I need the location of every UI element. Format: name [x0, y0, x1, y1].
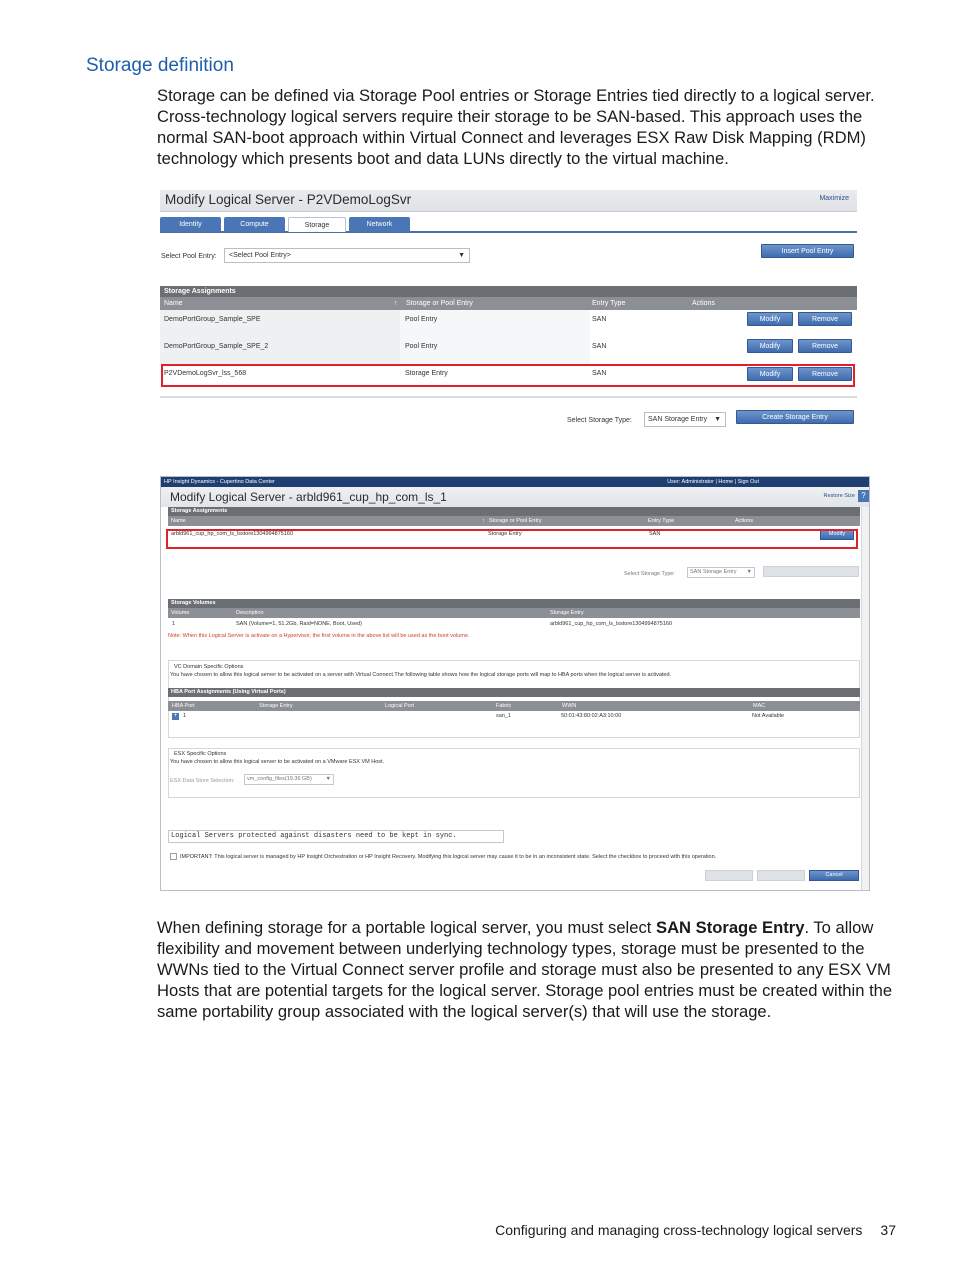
column-actions: Actions: [735, 518, 754, 524]
storage-type-dropdown[interactable]: [687, 567, 755, 578]
row-type: SAN: [592, 316, 607, 323]
storage-assignments-header: Storage Assignments: [168, 507, 860, 516]
column-entry-type[interactable]: Entry Type: [648, 518, 675, 524]
column-description[interactable]: Description: [236, 610, 264, 616]
tab-compute[interactable]: Compute: [224, 217, 285, 232]
esx-options-title: ESX Specific Options: [174, 751, 227, 757]
tab-network[interactable]: Network: [349, 217, 410, 232]
storage-type-value: SAN Storage Entry: [690, 569, 737, 575]
column-logical-port[interactable]: Logical Port: [385, 703, 415, 709]
dialog-title: Modify Logical Server - arbld961_cup_hp_com_ls_1: [170, 490, 447, 504]
column-fabric[interactable]: Fabric: [496, 703, 512, 709]
column-entry-type[interactable]: Entry Type: [592, 300, 626, 307]
dialog-titlebar: [160, 190, 857, 212]
create-storage-entry-button[interactable]: Create Storage Entry: [736, 410, 854, 424]
esx-options-group: [168, 748, 860, 798]
row-entry: Storage Entry: [405, 370, 448, 377]
volume-description: SAN (Volume=1, 51.2Gb, Raid=NONE, Boot, Used): [236, 621, 362, 627]
row-entry: Pool Entry: [405, 343, 438, 350]
esx-store-dropdown[interactable]: [244, 774, 334, 785]
intro-paragraph: Storage can be defined via Storage Pool entries or Storage Entries tied directly to a logical server. Cross-technology logical servers require their storage to be SAN-based. This approach uses the normal SAN-boot approach within Virtual Connect and leverages ESX Raw Disk Mapping (RDM) technology which presents boot and data LUNs directly to the virtual machine.: [157, 86, 875, 168]
esx-store-label: ESX Data Store Selection:: [170, 778, 235, 784]
remove-button[interactable]: Remove: [798, 367, 852, 381]
page-footer: [495, 1222, 896, 1238]
boot-volume-note: Note: When this Logical Server is activate on a Hypervisor, the first volume in the above list will be used as the boot volume.: [168, 633, 470, 639]
row-type: SAN: [592, 370, 607, 377]
select-pool-dropdown[interactable]: [224, 248, 470, 263]
app-banner: [161, 477, 870, 487]
column-wwn[interactable]: WWN: [562, 703, 577, 709]
disabled-button[interactable]: [705, 870, 753, 881]
page-number: 37: [880, 1222, 896, 1238]
table-row: [160, 337, 857, 364]
remove-button[interactable]: Remove: [798, 312, 852, 326]
dropdown-arrow-icon: ▼: [458, 252, 465, 259]
app-title: HP Insight Dynamics - Cupertino Data Center: [164, 479, 275, 485]
row-name: arbld961_cup_hp_com_ls_lsstore1304994875160: [171, 531, 294, 537]
column-actions: Actions: [692, 300, 715, 307]
proceed-checkbox[interactable]: [170, 853, 177, 860]
modify-button[interactable]: Modify: [747, 312, 793, 326]
dropdown-arrow-icon: ▼: [746, 569, 752, 575]
esx-options-text: You have chosen to allow this logical server to be activated on a VMware ESX VM Host.: [170, 759, 385, 765]
expand-plus-icon[interactable]: +: [173, 713, 178, 719]
storage-type-value: SAN Storage Entry: [648, 416, 708, 423]
hba-port-assignments-header: HBA Port Assignments (Using Virtual Ports): [168, 688, 860, 697]
important-notice: IMPORTANT: This logical server is managed by HP Insight Orchestration or HP Insight Recovery. Modifying this logical server may cause it to be in an inconsistent state. Select the checkbox to proceed with this operation.: [180, 854, 717, 860]
section-title: Storage definition: [86, 55, 234, 76]
row-name: DemoPortGroup_Sample_SPE_2: [164, 343, 269, 350]
dropdown-arrow-icon: ▼: [714, 416, 721, 423]
sync-warning-field[interactable]: [168, 830, 504, 843]
sync-warning-text: Logical Servers protected against disasters need to be kept in sync.: [171, 832, 457, 840]
storage-assignments-columns: [168, 516, 860, 526]
hba-mac: Not Available: [752, 713, 785, 719]
hba-columns: [168, 701, 860, 711]
table-row: [168, 711, 860, 723]
dialog-title: Modify Logical Server - P2VDemoLogSvr: [165, 192, 412, 207]
hba-port-number: 1: [183, 713, 187, 719]
vertical-scrollbar[interactable]: [861, 507, 869, 891]
select-pool-value: <Select Pool Entry>: [229, 252, 291, 259]
screenshot-modify-logical-server-storage: [160, 190, 857, 438]
row-type: SAN: [649, 531, 661, 537]
row-name: P2VDemoLogSvr_lss_568: [164, 370, 247, 377]
dialog-titlebar: [161, 487, 870, 507]
modify-button[interactable]: Modify: [747, 339, 793, 353]
column-volume[interactable]: Volume: [171, 610, 190, 616]
vc-options-title: VC Domain Specific Options: [174, 664, 244, 670]
cancel-button[interactable]: Cancel: [809, 870, 859, 881]
remove-button[interactable]: Remove: [798, 339, 852, 353]
volume-number: 1: [172, 621, 176, 627]
storage-volumes-columns: [168, 608, 860, 618]
modify-button[interactable]: Modify: [820, 529, 854, 540]
row-entry: Pool Entry: [405, 316, 438, 323]
modify-button[interactable]: Modify: [747, 367, 793, 381]
table-row: [160, 310, 857, 337]
highlight-box: [161, 364, 855, 387]
column-storage-entry[interactable]: Storage or Pool Entry: [489, 518, 542, 524]
create-storage-entry-button[interactable]: [763, 566, 859, 577]
sort-icon[interactable]: ↑: [482, 518, 485, 524]
column-storage-entry[interactable]: Storage Entry: [550, 610, 584, 616]
volume-storage-entry: arbld961_cup_hp_com_ls_lsstore1304994875160: [550, 621, 673, 627]
column-storage-entry[interactable]: Storage Entry: [259, 703, 293, 709]
storage-volumes-header: Storage Volumes: [168, 599, 860, 608]
divider: [160, 396, 857, 398]
select-storage-type-label: Select Storage Type:: [567, 417, 632, 424]
storage-assignments-header: Storage Assignments: [160, 286, 857, 297]
tab-bar: [160, 217, 857, 233]
row-entry: Storage Entry: [488, 531, 522, 537]
maximize-link[interactable]: Maximize: [819, 195, 849, 202]
help-icon[interactable]: ?: [858, 490, 869, 502]
restore-size-link[interactable]: Restore Size: [823, 493, 855, 499]
column-mac[interactable]: MAC: [753, 703, 766, 709]
row-type: SAN: [592, 343, 607, 350]
sort-icon[interactable]: ↑: [394, 300, 398, 307]
footer-text: Configuring and managing cross-technology logical servers: [495, 1222, 863, 1238]
esx-store-value: vm_config_files(19.36 GB): [247, 776, 312, 782]
san-storage-entry-term: SAN Storage Entry: [656, 918, 805, 937]
highlight-box: [166, 529, 858, 549]
row-name: DemoPortGroup_Sample_SPE: [164, 316, 261, 323]
disabled-button[interactable]: [757, 870, 805, 881]
storage-type-dropdown[interactable]: [644, 412, 726, 427]
vc-options-text: You have chosen to allow this logical server to be activated on a server with Virtual Connect.The following table shows how the logical storage ports will map to HBA ports when the logical server is activated.: [170, 672, 672, 678]
tab-identity[interactable]: Identity: [160, 217, 221, 232]
insert-pool-entry-button[interactable]: Insert Pool Entry: [761, 244, 854, 258]
hba-wwn: 50:01:43:80:02:A3:10:00: [561, 713, 622, 719]
column-hba-port[interactable]: HBA Port: [172, 703, 195, 709]
tab-storage[interactable]: Storage: [288, 217, 346, 232]
column-name[interactable]: Name: [164, 300, 183, 307]
column-storage-entry[interactable]: Storage or Pool Entry: [406, 300, 473, 307]
column-name[interactable]: Name: [171, 518, 186, 524]
storage-assignments-columns: [160, 297, 857, 310]
dropdown-arrow-icon: ▼: [325, 776, 331, 782]
closing-paragraph: When defining storage for a portable logical server, you must select SAN Storage Entry. To allow flexibility and movement between underlying technology types, storage must be presented to the WWNs tied to the Virtual Connect server profile and storage must also be presented to any ESX VM Hosts that are potential targets for the logical server. Storage pool entries must be created within the same portability group associated with the logical server(s) that will use the storage.: [157, 918, 893, 1021]
select-storage-type-label: Select Storage Type:: [624, 571, 675, 577]
table-row: [168, 619, 860, 630]
select-pool-label: Select Pool Entry:: [161, 253, 217, 260]
user-links[interactable]: User: Administrator | Home | Sign Out: [667, 479, 759, 485]
hba-fabric: san_1: [496, 713, 511, 719]
screenshot-modify-logical-server-detail: [160, 476, 870, 891]
